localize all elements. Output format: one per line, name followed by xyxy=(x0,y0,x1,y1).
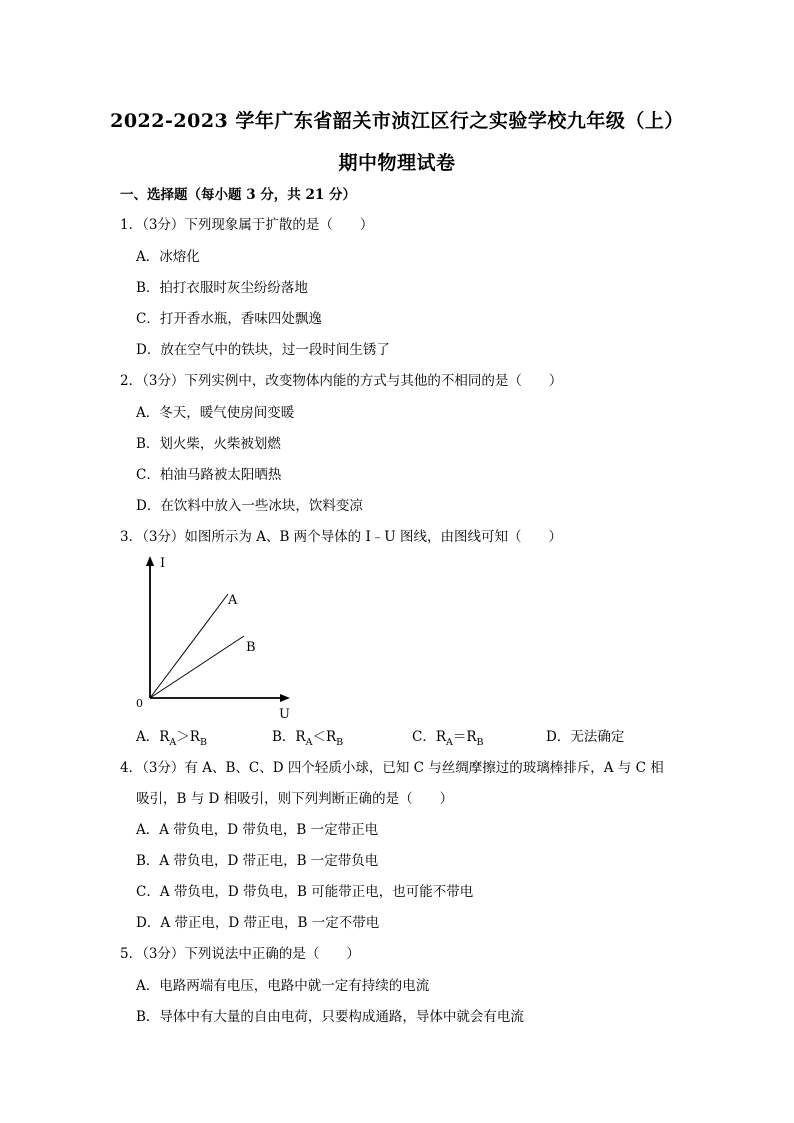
q3-option-b: B．$R_A<R_B$ xyxy=(272,729,344,748)
x-axis-arrow xyxy=(280,694,290,702)
q3-option-d: D．无法确定 xyxy=(546,729,625,745)
q1-option-d: D．放在空气中的铁块，过一段时间生锈了 xyxy=(136,342,390,358)
q4-option-b: B．A 带负电，D 带正电，B 一定带负电 xyxy=(136,853,379,869)
q2-option-a: A．冬天，暖气使房间变暖 xyxy=(136,405,295,421)
q1-option-c: C．打开香水瓶，香味四处飘逸 xyxy=(136,311,322,327)
q5-option-a: A．电路两端有电压，电路中就一定有持续的电流 xyxy=(136,978,430,994)
question-2-stem: 2．（3分）下列实例中，改变物体内能的方式与其他的不相同的是（ ） xyxy=(120,373,563,389)
question-4-stem-cont: 吸引，B 与 D 相吸引，则下列判断正确的是（ ） xyxy=(136,791,454,807)
question-3-stem: 3．（3分）如图所示为 A、B 两个导体的 I﹣U 图线，由图线可知（ ） xyxy=(120,529,562,545)
line-a xyxy=(150,594,228,698)
q2-option-c: C．柏油马路被太阳晒热 xyxy=(136,467,282,483)
line-b-label: B xyxy=(246,640,256,655)
q5-option-b: B．导体中有大量的自由电荷，只要构成通路，导体中就会有电流 xyxy=(136,1009,524,1025)
question-4-stem: 4．（3分）有 A、B、C、D 四个轻质小球，已知 C 与丝绸摩擦过的玻璃棒排斥，A 与 C 相 xyxy=(120,760,664,776)
q1-option-a: A．冰熔化 xyxy=(136,249,200,265)
question-5-stem: 5．（3分）下列说法中正确的是（ ） xyxy=(120,946,360,962)
q2-option-d: D．在饮料中放入一些冰块，饮料变凉 xyxy=(136,498,363,514)
q4-option-d: D．A 带正电，D 带正电，B 一定不带电 xyxy=(136,915,380,931)
q1-option-b: B．拍打衣服时灰尘纷纷落地 xyxy=(136,280,308,296)
line-b xyxy=(150,636,244,698)
exam-title-line2: 期中物理试卷 xyxy=(338,152,456,174)
i-u-graph xyxy=(128,552,298,722)
q2-option-b: B．划火柴，火柴被划燃 xyxy=(136,436,281,452)
exam-title-line1: 2022-2023 学年广东省韶关市浈江区行之实验学校九年级（上） xyxy=(110,110,684,132)
q3-option-a: A．$R_A>R_B$ xyxy=(136,729,207,748)
section-heading: 一、选择题（每小题 3 分，共 21 分） xyxy=(120,187,356,203)
origin-label: 0 xyxy=(136,697,143,710)
question-1-stem: 1．（3分）下列现象属于扩散的是（ ） xyxy=(120,217,374,233)
line-a-label: A xyxy=(228,593,238,608)
x-axis-label: U xyxy=(279,707,290,722)
q4-option-a: A．A 带负电，D 带负电，B 一定带正电 xyxy=(136,822,379,838)
y-axis-label: I xyxy=(160,556,166,571)
y-axis-arrow xyxy=(146,556,154,566)
q4-option-c: C．A 带负电，D 带负电，B 可能带正电，也可能不带电 xyxy=(136,884,474,900)
q3-option-c: C．$R_A=R_B$ xyxy=(412,729,484,748)
